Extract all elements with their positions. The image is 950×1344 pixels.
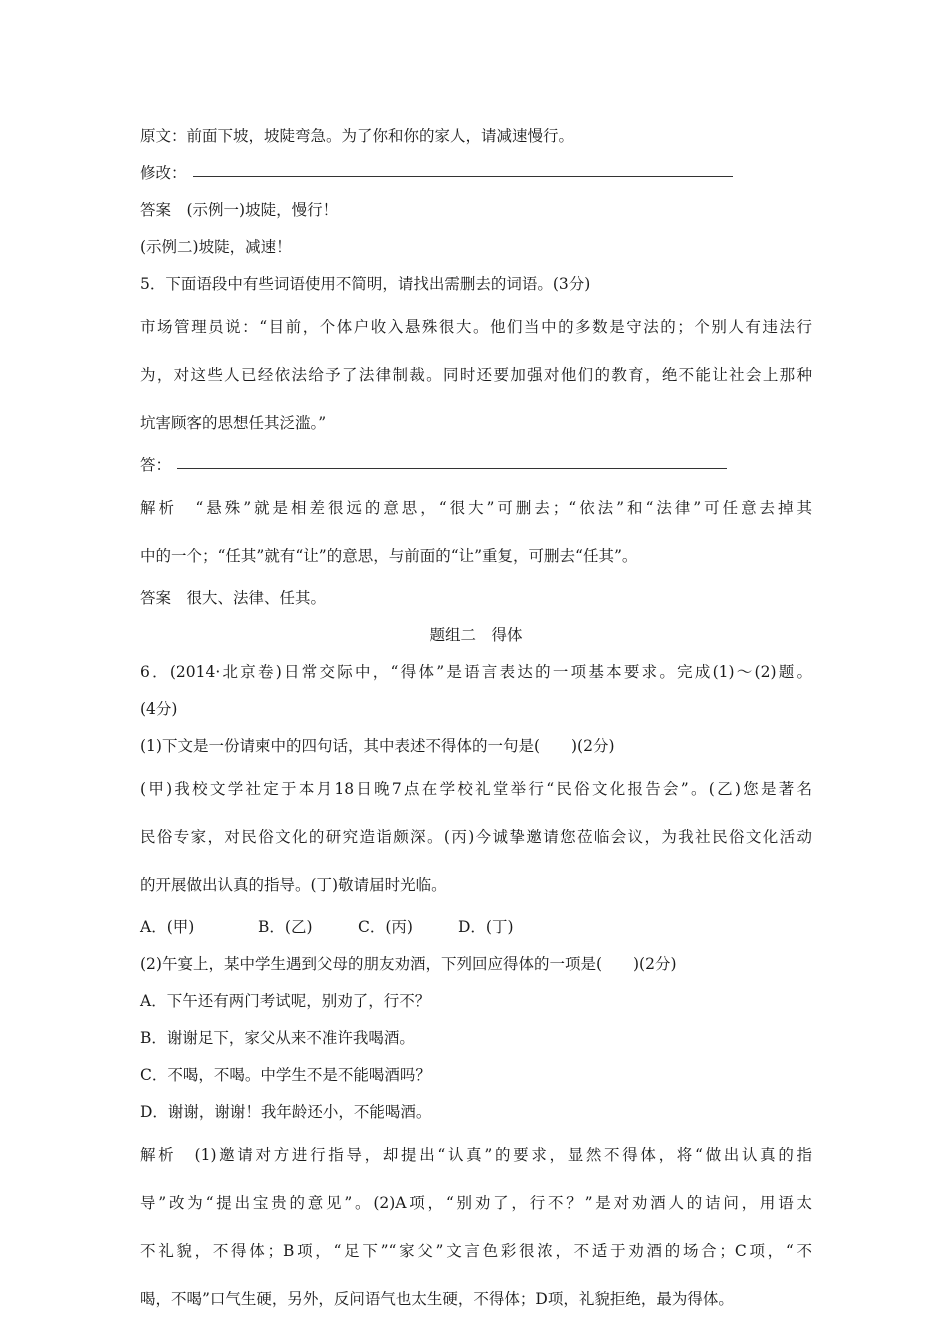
analysis-6-line-1: 解析 (1)邀请对方进行指导，却提出“认真”的要求，显然不得体，将“做出认真的指 <box>140 1146 812 1164</box>
analysis-6-line-2: 导”改为“提出宝贵的意见”。(2)A项，“别劝了，行不？”是对劝酒人的诘问，用语太 <box>140 1194 812 1212</box>
choice-d: D．谢谢，谢谢！我年龄还小，不能喝酒。 <box>140 1103 432 1121</box>
question-5: 5．下面语段中有些词语使用不简明，请找出需删去的词语。(3分) <box>140 275 591 293</box>
analysis-5-line-1: 解析 “悬殊”就是相差很远的意思，“很大”可删去；“依法”和“法律”可任意去掉其 <box>140 499 812 517</box>
choice-b: B．谢谢足下，家父从来不准许我喝酒。 <box>140 1029 415 1047</box>
answer-label: 答： <box>140 456 172 474</box>
document-page <box>140 118 812 1323</box>
analysis-6-line-3: 不礼貌，不得体；B项，“足下”“家父”文言色彩很浓，不适于劝酒的场合；C项，“不 <box>140 1242 812 1260</box>
invitation-line-1: (甲)我校文学社定于本月18日晚7点在学校礼堂举行“民俗文化报告会”。(乙)您是著名 <box>140 780 812 798</box>
revision-line <box>140 155 812 192</box>
invitation-line-3: 的开展做出认真的指导。(丁)敬请届时光临。 <box>140 876 447 894</box>
original-sentence: 原文：前面下坡，坡陡弯急。为了你和你的家人，请减速慢行。 <box>140 127 575 145</box>
section-heading: 题组二 得体 <box>429 626 523 644</box>
revision-label: 修改： <box>140 164 187 182</box>
answer-example-1: 答案 (示例一)坡陡，慢行！ <box>140 201 339 219</box>
choice-a: A．下午还有两门考试呢，别劝了，行不？ <box>140 992 431 1010</box>
answer-5: 答案 很大、法律、任其。 <box>140 589 327 607</box>
question-6-2: (2)午宴上，某中学生遇到父母的朋友劝酒，下列回应得体的一项是( )(2分) <box>140 955 677 973</box>
answer-example-2: (示例二)坡陡，减速！ <box>140 238 292 256</box>
option-b: B．(乙) <box>258 918 313 936</box>
option-d: D．(丁) <box>458 918 514 936</box>
revision-blank <box>193 175 733 177</box>
options-6-1 <box>140 909 812 946</box>
passage-line-1: 市场管理员说：“目前，个体户收入悬殊很大。他们当中的多数是守法的；个别人有违法行 <box>140 318 812 336</box>
passage-line-3: 坑害顾客的思想任其泛滥。” <box>140 414 327 432</box>
choice-c: C．不喝，不喝。中学生不是不能喝酒吗？ <box>140 1066 431 1084</box>
passage-line-2: 为，对这些人已经依法给予了法律制裁。同时还要加强对他们的教育，绝不能让社会上那种 <box>140 366 812 384</box>
answer-line <box>140 447 812 484</box>
analysis-6-line-4: 喝，不喝”口气生硬，另外，反问语气也太生硬，不得体；D项，礼貌拒绝，最为得体。 <box>140 1290 734 1308</box>
invitation-line-2: 民俗专家，对民俗文化的研究造诣颇深。(丙)今诚挚邀请您莅临会议，为我社民俗文化活动 <box>140 828 812 846</box>
analysis-5-line-2: 中的一个；“任其”就有“让”的意思，与前面的“让”重复，可删去“任其”。 <box>140 547 638 565</box>
question-6-1: (1)下文是一份请柬中的四句话，其中表述不得体的一句是( )(2分) <box>140 737 615 755</box>
answer-blank <box>177 467 727 469</box>
question-6: 6．(2014·北京卷)日常交际中，“得体”是语言表达的一项基本要求。完成(1)～(2)题。 <box>140 663 812 681</box>
question-6-score: (4分) <box>140 700 178 718</box>
option-a: A．(甲) <box>140 918 195 936</box>
option-c: C．(丙) <box>358 918 413 936</box>
